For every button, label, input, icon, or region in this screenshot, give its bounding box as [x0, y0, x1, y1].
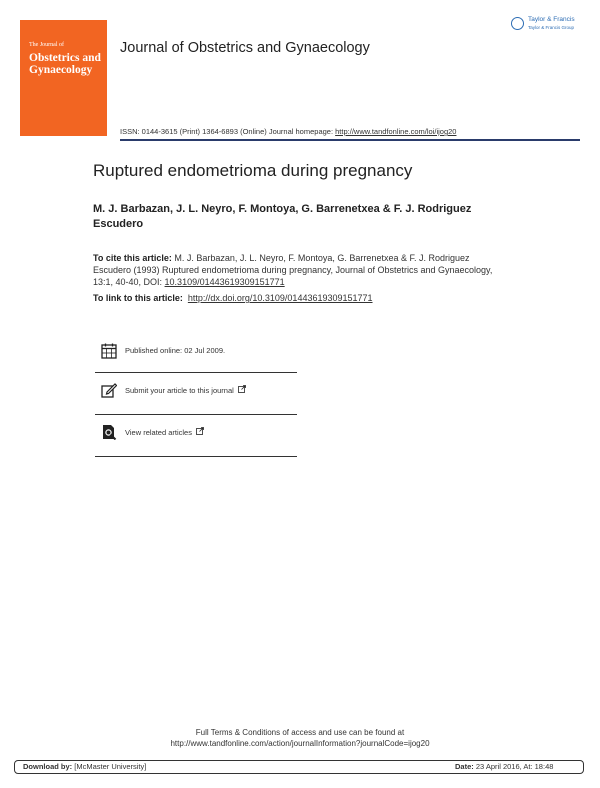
- cover-title-line1: Obstetrics and: [29, 52, 101, 64]
- citation-block: [93, 252, 493, 288]
- cover-title-line2: Gynaecology: [29, 64, 93, 76]
- external-link-icon: [196, 427, 204, 435]
- article-link-label: To link to this article:: [93, 293, 183, 303]
- journal-cover: [20, 20, 107, 136]
- doi-link[interactable]: 10.3109/01443619309151771: [164, 277, 285, 287]
- journal-homepage-link[interactable]: http://www.tandfonline.com/loi/ijog20: [335, 127, 457, 136]
- related-articles-link[interactable]: [125, 427, 204, 437]
- document-search-icon: [101, 424, 117, 440]
- cover-title: [29, 52, 101, 76]
- published-online-row: [95, 337, 297, 373]
- citation-label: To cite this article:: [93, 253, 172, 263]
- related-articles-label: View related articles: [125, 428, 192, 437]
- download-date-value: 23 April 2016, At: 18:48: [473, 762, 554, 771]
- issn-text: ISSN: 0144-3615 (Print) 1364-6893 (Online) Journal homepage:: [120, 127, 336, 136]
- downloaded-by-label: Download by:: [23, 762, 73, 771]
- published-online-text: Published online: 02 Jul 2009.: [125, 346, 226, 355]
- submit-article-link[interactable]: [125, 385, 246, 395]
- journal-title: Journal of Obstetrics and Gynaecology: [120, 40, 370, 56]
- header-divider: [120, 139, 580, 141]
- publisher-name: Taylor & Francis: [528, 16, 575, 23]
- publisher-logo: [511, 15, 581, 37]
- calendar-icon: [101, 343, 117, 359]
- article-link[interactable]: http://dx.doi.org/10.3109/01443619309151771: [187, 293, 373, 303]
- info-divider: [95, 414, 297, 415]
- issn-line: [120, 127, 456, 136]
- info-divider: [95, 456, 297, 457]
- submit-article-label: Submit your article to this journal: [125, 386, 234, 395]
- terms-line-1: Full Terms & Conditions of access and use can be found at: [195, 728, 405, 737]
- terms-notice: [0, 727, 600, 749]
- citation-text: M. J. Barbazan, J. L. Neyro, F. Montoya, G. Barrenetxea & F. J. Rodriguez Escudero (1993) Ruptured endometrioma during pregnancy, Journal of Obstetrics and Gynaecology, 13:1, 40-40, DOI:: [93, 253, 493, 287]
- downloaded-by-value: [McMaster University]: [72, 762, 147, 771]
- download-info-bar: [14, 760, 584, 774]
- article-link-row: [93, 293, 373, 303]
- edit-icon: [101, 382, 117, 398]
- submit-article-row[interactable]: [95, 376, 297, 412]
- terms-link[interactable]: http://www.tandfonline.com/action/journalInformation?journalCode=ijog20: [170, 739, 430, 748]
- external-link-icon: [238, 385, 246, 393]
- article-title: Ruptured endometrioma during pregnancy: [93, 161, 413, 180]
- related-articles-row[interactable]: [95, 418, 297, 454]
- article-authors: M. J. Barbazan, J. L. Neyro, F. Montoya, G. Barrenetxea & F. J. Rodriguez Escudero: [93, 203, 472, 230]
- info-divider: [95, 372, 297, 373]
- downloaded-by: [23, 762, 146, 771]
- publisher-logo-icon: [511, 17, 524, 30]
- download-date: [455, 762, 553, 771]
- cover-small-text: The Journal of: [29, 42, 64, 48]
- download-date-label: Date:: [455, 762, 474, 771]
- publisher-subname: Taylor & Francis Group: [528, 25, 575, 30]
